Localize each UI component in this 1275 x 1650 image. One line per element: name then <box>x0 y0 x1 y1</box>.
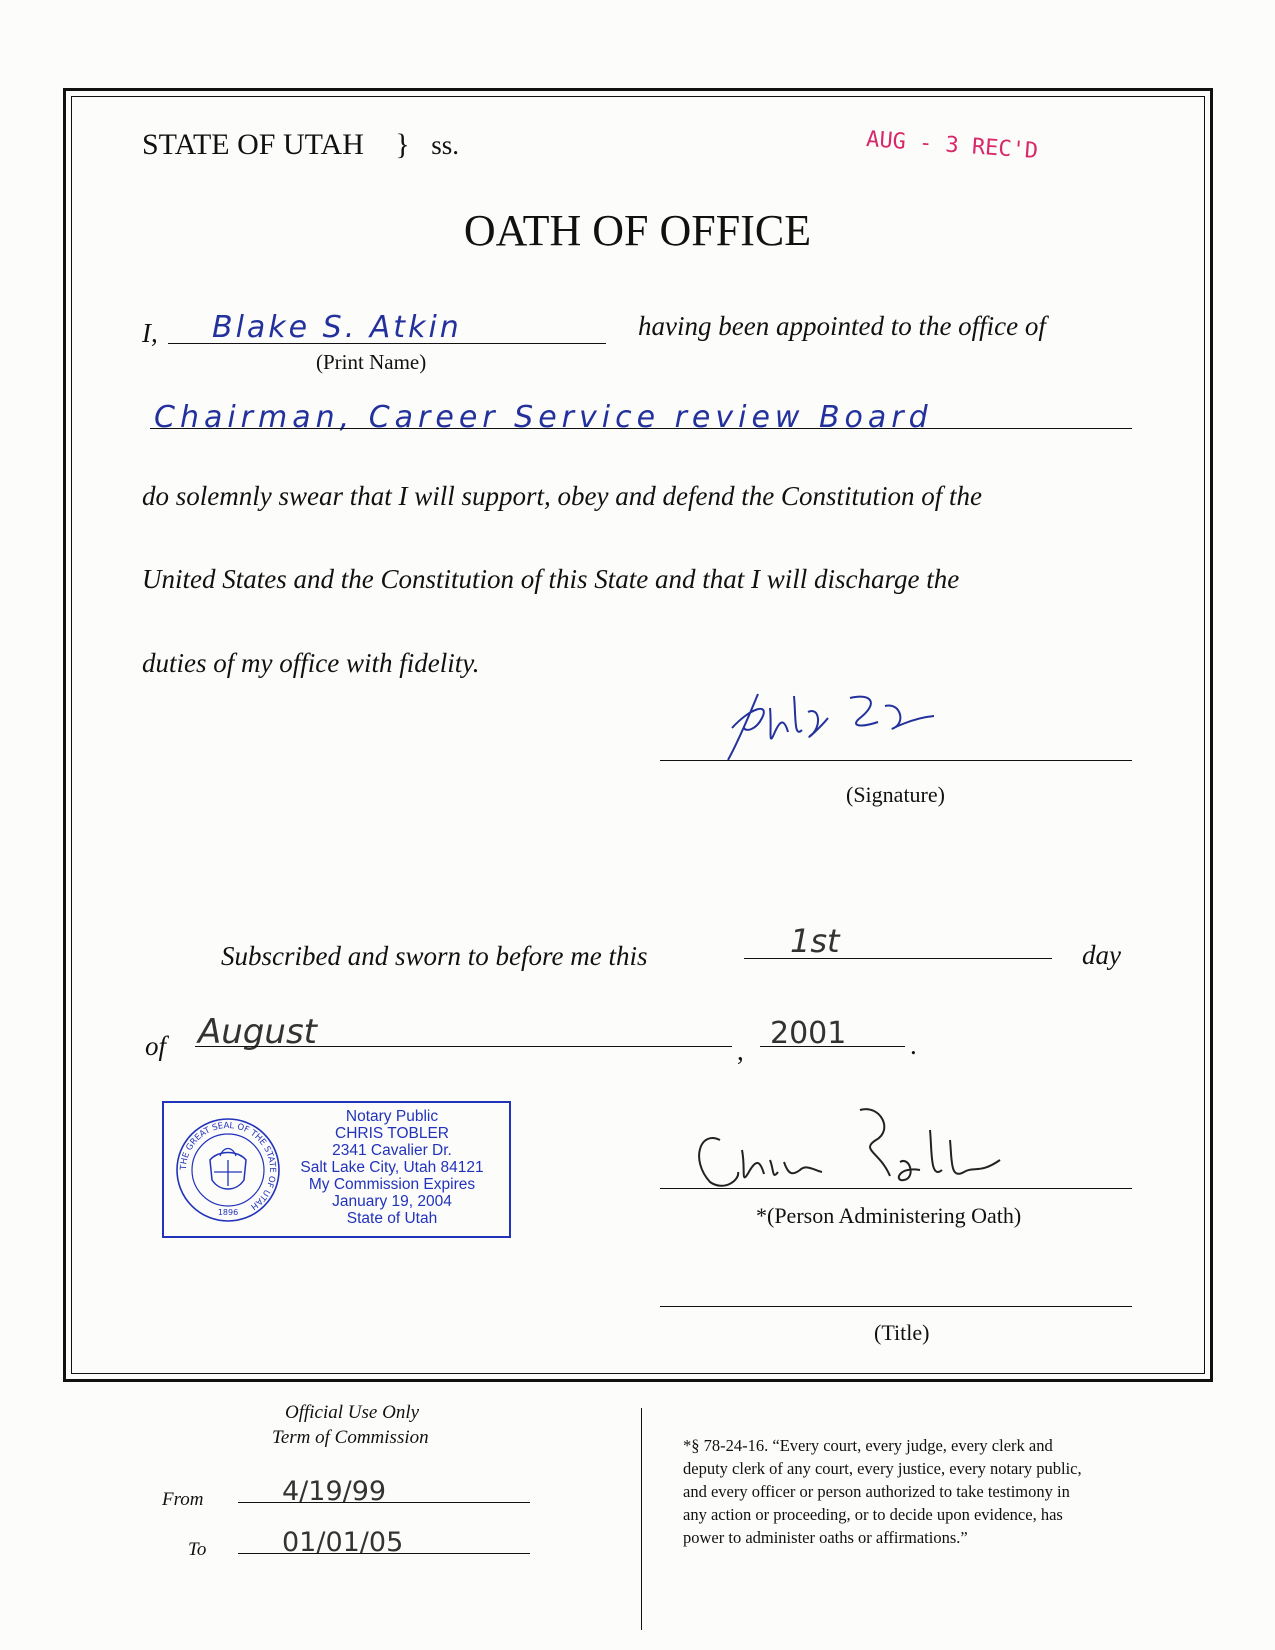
year-period: . <box>910 1030 917 1060</box>
state-seal-icon <box>174 1116 282 1224</box>
appointed-text: having been appointed to the office of <box>638 311 1046 341</box>
title-caption: (Title) <box>874 1320 930 1345</box>
administrator-caption: *(Person Administering Oath) <box>756 1203 1022 1228</box>
office-value: Chairman, Career Service review Board <box>154 400 933 435</box>
notary-line-4: Salt Lake City, Utah 84121 <box>300 1159 484 1176</box>
footer-divider <box>641 1408 642 1630</box>
seal-ring-text: THE GREAT SEAL OF THE STATE OF UTAH <box>178 1120 278 1212</box>
print-name-caption: (Print Name) <box>316 350 427 374</box>
from-label: From <box>162 1489 204 1510</box>
i-prefix: I, <box>142 318 158 348</box>
year-line <box>760 1046 905 1047</box>
print-name-line <box>168 343 606 344</box>
signature-caption: (Signature) <box>846 782 945 807</box>
state-heading <box>142 128 459 162</box>
month-value: August <box>198 1012 317 1052</box>
ss-label: ss. <box>431 130 460 160</box>
notary-line-5: My Commission Expires <box>308 1176 476 1193</box>
administrator-line <box>660 1188 1132 1189</box>
notary-details <box>279 1108 505 1227</box>
to-label: To <box>188 1539 207 1560</box>
notary-line-2: CHRIS TOBLER <box>335 1125 449 1142</box>
notary-stamp <box>162 1101 511 1238</box>
oath-line-2: United States and the Constitution of this State and that I will discharge the <box>142 564 960 594</box>
sworn-prefix: Subscribed and sworn to before me this <box>221 941 648 971</box>
document-title: OATH OF OFFICE <box>463 206 812 255</box>
day-line <box>744 958 1052 959</box>
from-line <box>238 1502 530 1503</box>
brace: } <box>395 128 410 161</box>
year-comma: , <box>737 1036 744 1066</box>
of-word: of <box>145 1031 167 1061</box>
notary-line-1: Notary Public <box>345 1108 439 1125</box>
statute-text <box>683 1434 1082 1549</box>
title-line <box>660 1306 1132 1307</box>
statute-line-4: any action or proceeding, or to decide upon evidence, has <box>683 1505 1063 1524</box>
oath-line-1: do solemnly swear that I will support, obey and defend the Constitution of the <box>142 481 982 511</box>
state-label: STATE OF UTAH <box>142 128 364 161</box>
oath-taker-signature <box>710 688 990 768</box>
to-value: 01/01/05 <box>282 1527 404 1558</box>
day-value: 1st <box>790 922 840 960</box>
day-word: day <box>1082 940 1121 970</box>
notary-line-7: State of Utah <box>346 1210 438 1227</box>
received-stamp: AUG - 3 REC'D <box>865 127 1039 164</box>
office-line <box>150 428 1132 429</box>
year-value: 2001 <box>770 1016 847 1051</box>
term-of-commission-heading: Term of Commission <box>272 1427 429 1448</box>
statute-line-2: deputy clerk of any court, every justice, every notary public, <box>683 1459 1082 1478</box>
statute-line-1: *§ 78-24-16. “Every court, every judge, every clerk and <box>683 1436 1053 1455</box>
statute-line-5: power to administer oaths or affirmations.” <box>683 1528 968 1547</box>
signature-line <box>660 760 1132 761</box>
administrator-signature <box>680 1100 1040 1200</box>
print-name-value: Blake S. Atkin <box>212 310 462 345</box>
from-value: 4/19/99 <box>282 1476 387 1507</box>
seal-year: 1896 <box>217 1208 239 1217</box>
official-use-heading: Official Use Only <box>285 1402 420 1423</box>
notary-line-6: January 19, 2004 <box>332 1193 452 1210</box>
notary-line-3: 2341 Cavalier Dr. <box>332 1142 452 1159</box>
oath-line-3: duties of my office with fidelity. <box>142 648 480 678</box>
month-line <box>195 1046 732 1047</box>
to-line <box>238 1553 530 1554</box>
statute-line-3: and every officer or person authorized to take testimony in <box>683 1482 1070 1501</box>
